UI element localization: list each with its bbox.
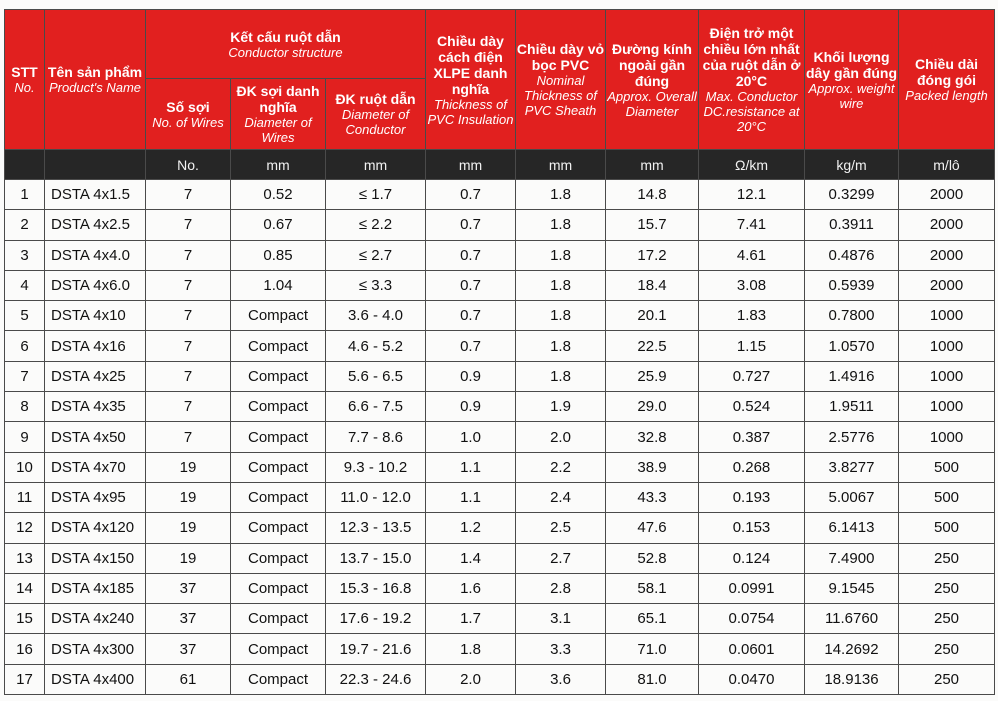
header-stt-en: No.: [14, 80, 35, 95]
cell-wire-diameter: Compact: [231, 482, 326, 512]
cell-wires: 7: [146, 210, 231, 240]
header-conductor-diameter-en: Diameter of Conductor: [341, 107, 410, 137]
cell-conductor-diameter: ≤ 3.3: [326, 270, 426, 300]
cell-conductor-diameter: 19.7 - 21.6: [326, 634, 426, 664]
header-wire-diameter-vi: ĐK sợi danh nghĩa: [236, 83, 320, 115]
cell-product-name: DSTA 4x2.5: [45, 210, 146, 240]
cell-insulation: 1.4: [426, 543, 516, 573]
cell-packed-length: 2000: [899, 180, 995, 210]
header-resistance-en: Max. Conductor DC.resistance at 20°C: [703, 89, 800, 134]
cell-packed-length: 250: [899, 543, 995, 573]
cell-overall-diameter: 43.3: [606, 482, 699, 512]
cell-product-name: DSTA 4x240: [45, 604, 146, 634]
unit-cell: kg/m: [805, 150, 899, 180]
cell-weight: 0.4876: [805, 240, 899, 270]
cable-spec-table: [4, 9, 995, 695]
cell-wire-diameter: Compact: [231, 513, 326, 543]
header-wires-en: No. of Wires: [152, 114, 224, 130]
cell-resistance: 0.0470: [699, 664, 805, 694]
cell-insulation: 0.7: [426, 331, 516, 361]
cell-resistance: 0.727: [699, 361, 805, 391]
cell-insulation: 0.7: [426, 301, 516, 331]
cell-wires: 7: [146, 422, 231, 452]
header-sheath-en: Nominal Thickness of PVC Sheath: [524, 73, 597, 118]
cell-product-name: DSTA 4x35: [45, 392, 146, 422]
cell-conductor-diameter: 11.0 - 12.0: [326, 482, 426, 512]
cell-overall-diameter: 38.9: [606, 452, 699, 482]
cell-weight: 2.5776: [805, 422, 899, 452]
cell-product-name: DSTA 4x185: [45, 573, 146, 603]
unit-cell: mm: [426, 150, 516, 180]
cell-weight: 11.6760: [805, 604, 899, 634]
table-row: [5, 301, 995, 331]
cell-overall-diameter: 15.7: [606, 210, 699, 240]
cell-weight: 1.9511: [805, 392, 899, 422]
cell-packed-length: 250: [899, 664, 995, 694]
cell-weight: 0.3299: [805, 180, 899, 210]
cell-wires: 37: [146, 604, 231, 634]
table-row: [5, 604, 995, 634]
cell-wires: 7: [146, 180, 231, 210]
cell-stt: 4: [5, 270, 45, 300]
cell-overall-diameter: 20.1: [606, 301, 699, 331]
cell-conductor-diameter: 13.7 - 15.0: [326, 543, 426, 573]
cell-resistance: 0.153: [699, 513, 805, 543]
cell-wires: 7: [146, 361, 231, 391]
header-wires: [146, 79, 231, 150]
header-resistance: [699, 10, 805, 150]
unit-cell: m/lô: [899, 150, 995, 180]
cell-packed-length: 250: [899, 634, 995, 664]
cell-sheath: 2.2: [516, 452, 606, 482]
header-length: [899, 10, 995, 150]
cell-sheath: 2.8: [516, 573, 606, 603]
cell-overall-diameter: 58.1: [606, 573, 699, 603]
cell-stt: 13: [5, 543, 45, 573]
cell-wires: 61: [146, 664, 231, 694]
table-row: [5, 543, 995, 573]
cell-sheath: 2.5: [516, 513, 606, 543]
cell-product-name: DSTA 4x70: [45, 452, 146, 482]
cell-sheath: 1.8: [516, 180, 606, 210]
cell-conductor-diameter: 9.3 - 10.2: [326, 452, 426, 482]
cell-product-name: DSTA 4x50: [45, 422, 146, 452]
cell-weight: 7.4900: [805, 543, 899, 573]
cell-product-name: DSTA 4x120: [45, 513, 146, 543]
cell-insulation: 0.7: [426, 270, 516, 300]
header-product-vi: Tên sản phẩm: [47, 64, 143, 80]
cell-weight: 14.2692: [805, 634, 899, 664]
header-conductor-diameter: [326, 79, 426, 150]
cell-stt: 8: [5, 392, 45, 422]
cell-weight: 0.5939: [805, 270, 899, 300]
cell-stt: 10: [5, 452, 45, 482]
cell-resistance: 1.15: [699, 331, 805, 361]
cell-resistance: 7.41: [699, 210, 805, 240]
cell-product-name: DSTA 4x300: [45, 634, 146, 664]
unit-cell: [5, 150, 45, 180]
table-row: [5, 210, 995, 240]
cell-resistance: 0.193: [699, 482, 805, 512]
cell-packed-length: 2000: [899, 210, 995, 240]
cell-overall-diameter: 81.0: [606, 664, 699, 694]
unit-cell: Ω/km: [699, 150, 805, 180]
cell-overall-diameter: 14.8: [606, 180, 699, 210]
table-row: [5, 422, 995, 452]
header-wire-diameter: [231, 79, 326, 150]
cell-insulation: 1.1: [426, 452, 516, 482]
cell-weight: 0.7800: [805, 301, 899, 331]
header-weight-vi: Khối lượng dây gần đúng: [806, 48, 897, 81]
cell-wire-diameter: Compact: [231, 361, 326, 391]
header-sheath: [516, 10, 606, 150]
cell-packed-length: 1000: [899, 331, 995, 361]
cell-packed-length: 2000: [899, 270, 995, 300]
header-insulation-en: Thickness of PVC Insulation: [427, 96, 514, 127]
table-row: [5, 634, 995, 664]
header-product: [45, 10, 146, 150]
cell-stt: 3: [5, 240, 45, 270]
cell-product-name: DSTA 4x25: [45, 361, 146, 391]
cell-weight: 5.0067: [805, 482, 899, 512]
cell-resistance: 1.83: [699, 301, 805, 331]
cell-sheath: 3.1: [516, 604, 606, 634]
cell-overall-diameter: 47.6: [606, 513, 699, 543]
cell-insulation: 1.8: [426, 634, 516, 664]
cell-wires: 7: [146, 270, 231, 300]
cell-conductor-diameter: 6.6 - 7.5: [326, 392, 426, 422]
unit-cell: [45, 150, 146, 180]
header-conductor-diameter-vi: ĐK ruột dẫn: [335, 91, 416, 107]
cell-stt: 17: [5, 664, 45, 694]
cell-resistance: 0.268: [699, 452, 805, 482]
unit-cell: No.: [146, 150, 231, 180]
cell-wire-diameter: Compact: [231, 452, 326, 482]
cell-wire-diameter: 0.67: [231, 210, 326, 240]
cell-product-name: DSTA 4x1.5: [45, 180, 146, 210]
cell-stt: 6: [5, 331, 45, 361]
cell-conductor-diameter: 5.6 - 6.5: [326, 361, 426, 391]
cell-product-name: DSTA 4x16: [45, 331, 146, 361]
header-diameter: [606, 10, 699, 150]
cell-sheath: 1.8: [516, 331, 606, 361]
cell-wires: 19: [146, 452, 231, 482]
table-row: [5, 392, 995, 422]
table-row: [5, 180, 995, 210]
table-body: [5, 180, 995, 695]
cell-wires: 19: [146, 513, 231, 543]
table-row: [5, 452, 995, 482]
cell-conductor-diameter: ≤ 2.2: [326, 210, 426, 240]
cell-product-name: DSTA 4x6.0: [45, 270, 146, 300]
cell-product-name: DSTA 4x10: [45, 301, 146, 331]
cell-conductor-diameter: ≤ 2.7: [326, 240, 426, 270]
cell-insulation: 2.0: [426, 664, 516, 694]
header-length-vi: Chiều dài đóng gói: [914, 56, 978, 88]
cell-weight: 6.1413: [805, 513, 899, 543]
cell-stt: 5: [5, 301, 45, 331]
cell-sheath: 1.9: [516, 392, 606, 422]
cell-wire-diameter: Compact: [231, 543, 326, 573]
cell-resistance: 0.124: [699, 543, 805, 573]
cell-resistance: 0.524: [699, 392, 805, 422]
header-product-en: Product's Name: [48, 80, 142, 95]
cell-conductor-diameter: 17.6 - 19.2: [326, 604, 426, 634]
cell-conductor-diameter: 15.3 - 16.8: [326, 573, 426, 603]
cell-conductor-diameter: 3.6 - 4.0: [326, 301, 426, 331]
cell-resistance: 4.61: [699, 240, 805, 270]
cell-wires: 37: [146, 634, 231, 664]
cell-stt: 7: [5, 361, 45, 391]
header-insulation: [426, 10, 516, 150]
cell-wire-diameter: Compact: [231, 664, 326, 694]
cell-stt: 11: [5, 482, 45, 512]
cell-conductor-diameter: 12.3 - 13.5: [326, 513, 426, 543]
cell-wires: 7: [146, 331, 231, 361]
cell-insulation: 0.7: [426, 210, 516, 240]
cell-stt: 2: [5, 210, 45, 240]
cell-stt: 16: [5, 634, 45, 664]
table-row: [5, 361, 995, 391]
cell-insulation: 1.0: [426, 422, 516, 452]
header-wire-diameter-en: Diameter of Wires: [244, 115, 312, 145]
cell-wires: 7: [146, 392, 231, 422]
cell-resistance: 0.0601: [699, 634, 805, 664]
table-row: [5, 331, 995, 361]
cell-packed-length: 500: [899, 513, 995, 543]
header-conductor-vi: Kết cấu ruột dẫn: [230, 28, 341, 45]
header-stt-vi: STT: [11, 64, 38, 80]
cell-overall-diameter: 25.9: [606, 361, 699, 391]
cell-wire-diameter: 0.85: [231, 240, 326, 270]
cell-wire-diameter: Compact: [231, 573, 326, 603]
header-wires-vi: Số sợi: [166, 98, 210, 115]
header-weight: [805, 10, 899, 150]
cell-packed-length: 1000: [899, 422, 995, 452]
cell-weight: 1.4916: [805, 361, 899, 391]
cell-wires: 7: [146, 240, 231, 270]
cell-wire-diameter: 1.04: [231, 270, 326, 300]
cell-overall-diameter: 18.4: [606, 270, 699, 300]
header-insulation-vi: Chiều dày cách điện XLPE danh nghĩa: [433, 32, 508, 97]
table-row: [5, 573, 995, 603]
cell-resistance: 0.387: [699, 422, 805, 452]
cell-weight: 9.1545: [805, 573, 899, 603]
header-conductor-structure: [146, 10, 426, 79]
cell-sheath: 2.0: [516, 422, 606, 452]
header-conductor-en: Conductor structure: [228, 44, 343, 60]
cell-packed-length: 250: [899, 573, 995, 603]
cell-wire-diameter: Compact: [231, 301, 326, 331]
cell-packed-length: 500: [899, 482, 995, 512]
cell-sheath: 2.7: [516, 543, 606, 573]
cell-wires: 37: [146, 573, 231, 603]
cell-weight: 18.9136: [805, 664, 899, 694]
cell-weight: 0.3911: [805, 210, 899, 240]
cell-conductor-diameter: 7.7 - 8.6: [326, 422, 426, 452]
cell-insulation: 0.9: [426, 361, 516, 391]
unit-row: [5, 150, 995, 180]
cell-conductor-diameter: 22.3 - 24.6: [326, 664, 426, 694]
cell-overall-diameter: 32.8: [606, 422, 699, 452]
cell-packed-length: 1000: [899, 392, 995, 422]
header-stt: [5, 10, 45, 150]
cell-weight: 3.8277: [805, 452, 899, 482]
cell-product-name: DSTA 4x95: [45, 482, 146, 512]
header-diameter-vi: Đường kính ngoài gần đúng: [612, 40, 692, 89]
cell-sheath: 1.8: [516, 301, 606, 331]
cell-insulation: 0.7: [426, 180, 516, 210]
cell-product-name: DSTA 4x400: [45, 664, 146, 694]
cell-sheath: 1.8: [516, 210, 606, 240]
cell-stt: 12: [5, 513, 45, 543]
cell-overall-diameter: 29.0: [606, 392, 699, 422]
unit-cell: mm: [231, 150, 326, 180]
cell-packed-length: 1000: [899, 301, 995, 331]
cell-overall-diameter: 22.5: [606, 331, 699, 361]
header-diameter-en: Approx. Overall Diameter: [607, 88, 697, 119]
cell-weight: 1.0570: [805, 331, 899, 361]
cell-sheath: 1.8: [516, 361, 606, 391]
cell-conductor-diameter: ≤ 1.7: [326, 180, 426, 210]
cell-resistance: 12.1: [699, 180, 805, 210]
unit-cell: mm: [326, 150, 426, 180]
header-length-en: Packed length: [905, 88, 988, 103]
cell-sheath: 3.6: [516, 664, 606, 694]
cell-stt: 9: [5, 422, 45, 452]
cell-stt: 1: [5, 180, 45, 210]
cell-insulation: 0.7: [426, 240, 516, 270]
cell-sheath: 1.8: [516, 240, 606, 270]
cell-packed-length: 1000: [899, 361, 995, 391]
table-row: [5, 240, 995, 270]
cell-wires: 7: [146, 301, 231, 331]
unit-cell: mm: [516, 150, 606, 180]
cell-resistance: 0.0754: [699, 604, 805, 634]
cell-wires: 19: [146, 543, 231, 573]
cell-product-name: DSTA 4x150: [45, 543, 146, 573]
cell-wire-diameter: Compact: [231, 604, 326, 634]
cell-wires: 19: [146, 482, 231, 512]
cell-wire-diameter: Compact: [231, 634, 326, 664]
cell-wire-diameter: Compact: [231, 392, 326, 422]
table-row: [5, 664, 995, 694]
cell-stt: 14: [5, 573, 45, 603]
cell-resistance: 3.08: [699, 270, 805, 300]
unit-cell: mm: [606, 150, 699, 180]
cell-wire-diameter: Compact: [231, 331, 326, 361]
table-row: [5, 482, 995, 512]
cell-overall-diameter: 52.8: [606, 543, 699, 573]
cell-insulation: 1.2: [426, 513, 516, 543]
cell-insulation: 1.1: [426, 482, 516, 512]
cell-stt: 15: [5, 604, 45, 634]
cell-insulation: 1.6: [426, 573, 516, 603]
table-row: [5, 513, 995, 543]
cell-product-name: DSTA 4x4.0: [45, 240, 146, 270]
cell-packed-length: 250: [899, 604, 995, 634]
cell-packed-length: 500: [899, 452, 995, 482]
cell-overall-diameter: 17.2: [606, 240, 699, 270]
cell-wire-diameter: 0.52: [231, 180, 326, 210]
cell-packed-length: 2000: [899, 240, 995, 270]
cell-conductor-diameter: 4.6 - 5.2: [326, 331, 426, 361]
cell-sheath: 1.8: [516, 270, 606, 300]
header-sheath-vi: Chiều dày vỏ bọc PVC: [516, 41, 605, 73]
cell-insulation: 1.7: [426, 604, 516, 634]
header-weight-en: Approx. weight wire: [808, 80, 895, 111]
cell-sheath: 3.3: [516, 634, 606, 664]
cell-wire-diameter: Compact: [231, 422, 326, 452]
cell-overall-diameter: 65.1: [606, 604, 699, 634]
cell-insulation: 0.9: [426, 392, 516, 422]
header-resistance-vi: Điện trở một chiều lớn nhất của ruột dẫn ở 20°C: [702, 25, 801, 89]
table-row: [5, 270, 995, 300]
cell-resistance: 0.0991: [699, 573, 805, 603]
cell-sheath: 2.4: [516, 482, 606, 512]
cell-overall-diameter: 71.0: [606, 634, 699, 664]
